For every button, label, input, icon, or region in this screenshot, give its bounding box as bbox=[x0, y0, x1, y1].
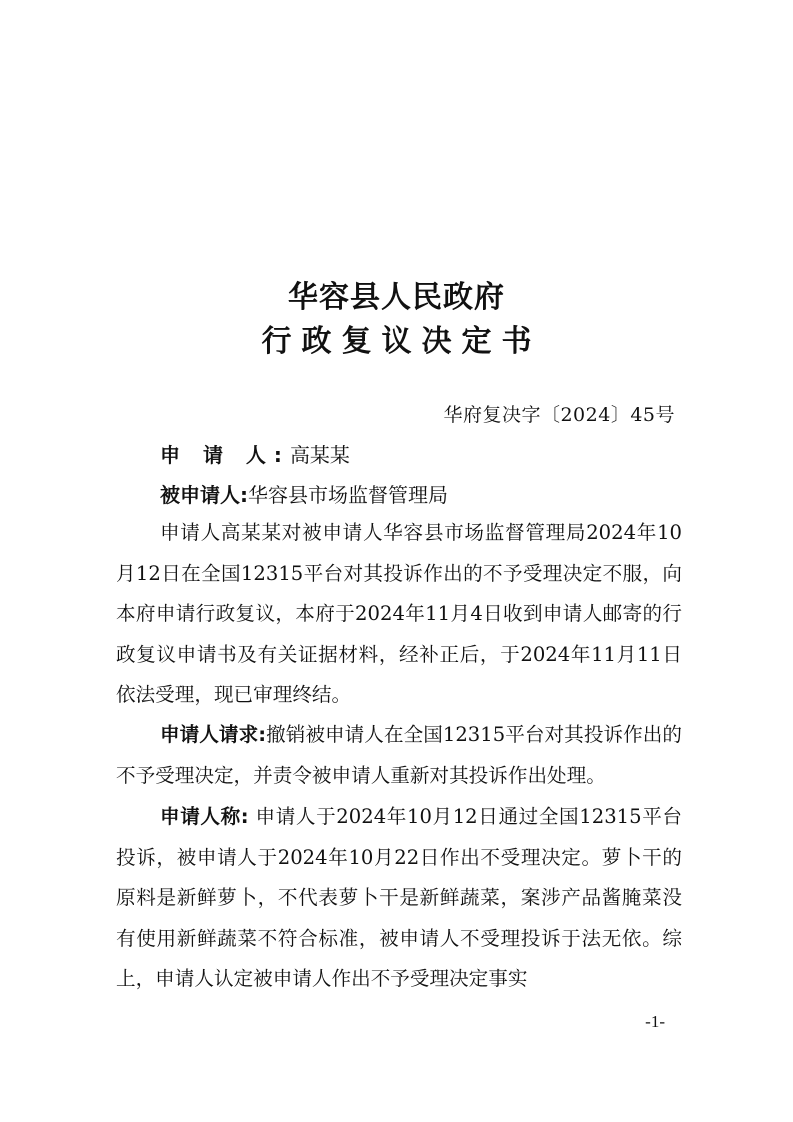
claim-label: 申请人称: bbox=[160, 805, 249, 828]
claim-paragraph bbox=[116, 797, 682, 1000]
applicant-line bbox=[160, 440, 350, 470]
respondent-name: 华容县市场监督管理局 bbox=[248, 483, 448, 507]
issuer-title: 华容县人民政府 bbox=[288, 280, 505, 315]
respondent-line bbox=[160, 480, 448, 510]
claim-text: 申请人于2024年10月12日通过全国12315平台投诉，被申请人于2024年10月22日作出不受理决定。萝卜干的原料是新鲜萝卜，不代表萝卜干是新鲜蔬菜，案涉产品酱腌菜没有使用新鲜蔬菜不符合标准，被申请人不受理投诉于法无依。综上，申请人认定被申请人作出不予受理决定事实 bbox=[116, 805, 682, 990]
respondent-label: 被申请人: bbox=[160, 483, 248, 507]
request-label: 申请人请求: bbox=[160, 723, 267, 746]
applicant-name: 高某某 bbox=[289, 443, 350, 467]
page-number: -1- bbox=[645, 1012, 665, 1031]
case-background-paragraph: 申请人高某某对被申请人华容县市场监督管理局2024年10月12日在全国12315平台对其投诉作出的不予受理决定不服，向本府申请行政复议，本府于2024年11月4日收到申请人邮寄的行政复议申请书及有关证据材料，经补正后，于2024年11月11日依法受理，现已审理终结。 bbox=[116, 521, 682, 706]
applicant-label: 申 请 人: bbox=[160, 443, 290, 467]
request-text: 撤销被申请人在全国12315平台对其投诉作出的不予受理决定，并责令被申请人重新对其投诉作出处理。 bbox=[116, 723, 682, 787]
document-title: 行政复议决定书 bbox=[261, 324, 542, 359]
document-number: 华府复决字〔2024〕45号 bbox=[443, 404, 675, 426]
request-paragraph bbox=[116, 715, 682, 796]
